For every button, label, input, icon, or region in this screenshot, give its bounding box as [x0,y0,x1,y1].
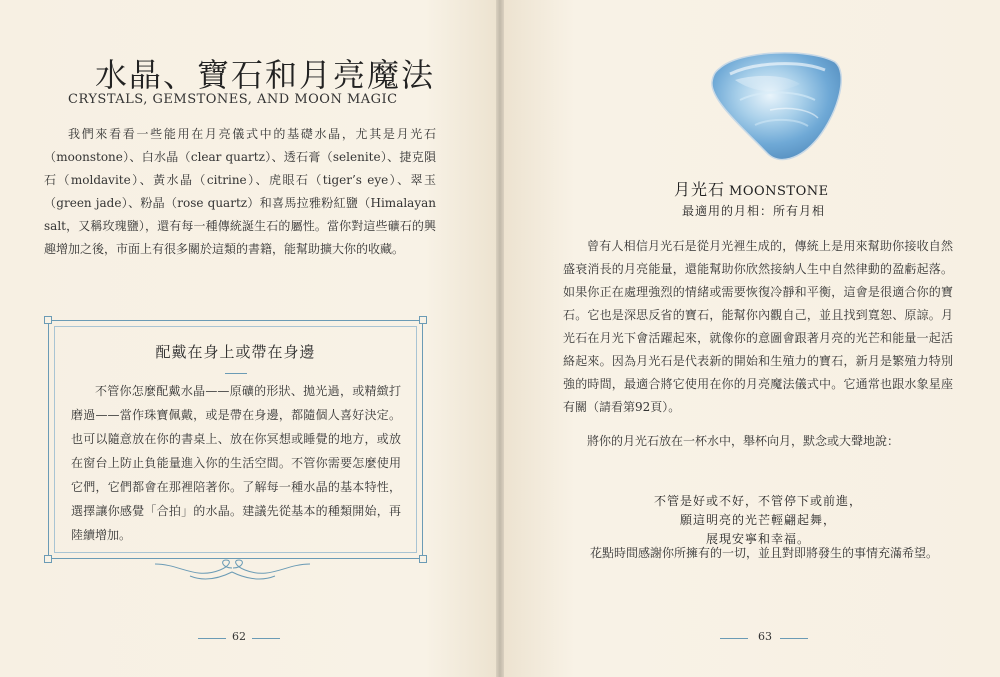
box-title-rule [225,373,247,374]
box-corner-ornament [419,316,427,324]
folio-rule [720,638,748,639]
folio-rule [780,638,808,639]
intro-paragraph: 我們來看看一些能用在月亮儀式中的基礎水晶，尤其是月光石（moonstone）、白水晶（clear quartz）、透石膏（selenite）、捷克隕石（moldavite）、黃水晶（citrine）、虎眼石（tiger’s eye）、翠玉（green jade）、粉晶（rose quartz）和喜馬拉雅粉紅鹽（Himalayan salt，又稱玫瑰鹽），還有每一種傳統誕生石的屬性。當你對這些礦石的興趣增加之後，市面上有很多關於這類的書籍，能幫助擴大你的收藏。 [44,127,436,256]
moonstone-image [700,40,850,170]
sidebar-box [48,320,423,559]
moonstone-description: 曾有人相信月光石是從月光裡生成的，傳統上是用來幫助你接收自然盛衰消長的月亮能量，還能幫助你欣然接納人生中自然律動的盈虧起落。如果你正在處理強烈的情緒或需要恢復冷靜和平衡，這會是很適合你的寶石。它也是深思反省的寶石，能幫你內觀自己，並且找到寬恕、原諒。月光石在月光下會活躍起來，就像你的意圖會跟著月亮的光芒和能量一起活絡起來。因為月光石是代表新的開始和生殖力的寶石，新月是繁殖力特別強的時間，最適合將它使用在你的月亮魔法儀式中。它通常也跟水象星座有關（請看第92頁）。 [563,239,953,414]
stone-title-cn: 月光石 [674,180,726,199]
incantation-line: 願這明亮的光芒輕翩起舞， [679,513,836,527]
stone-title-en: MOONSTONE [729,184,829,199]
page-number: 62 [232,630,246,643]
page-number: 63 [758,630,772,643]
closing-paragraph: 花點時間感謝你所擁有的一切，並且對即將發生的事情充滿希望。 [590,546,939,560]
box-corner-ornament [44,555,52,563]
box-corner-ornament [44,316,52,324]
swirl-ornament-icon [150,556,315,586]
stone-heading [674,177,874,200]
chapter-title: 水晶、寶石和月亮魔法 [95,56,436,94]
chapter-subtitle-en: CRYSTALS, GEMSTONES, AND MOON MAGIC [68,92,398,107]
incantation-line: 不管是好或不好，不管停下或前進， [653,494,862,508]
box-corner-ornament [419,555,427,563]
ritual-instruction: 將你的月光石放在一杯水中，舉杯向月，默念或大聲地說： [587,434,900,448]
folio-rule [198,638,226,639]
folio-rule [252,638,280,639]
sidebar-box-title: 配戴在身上或帶在身邊 [155,343,316,361]
sidebar-box-text: 不管你怎麼配戴水晶——原礦的形狀、拋光過，或精緻打磨過——當作珠寶佩戴，或是帶在身邊，都隨個人喜好決定。也可以隨意放在你的書桌上、放在你冥想或睡覺的地方，或放在窗台上防止負能量進入你的生活空間。不管你需要怎麼使用它們，它們都會在那裡陪著你。了解每一種水晶的基本特性，選擇讓你感覺「合拍」的水晶。建議先從基本的種類開始，再陸續增加。 [71,384,401,542]
book-gutter [496,0,504,677]
incantation-line: 展現安寧和幸福。 [705,532,810,546]
stone-moon-phase: 最適用的月相：所有月相 [682,204,826,218]
